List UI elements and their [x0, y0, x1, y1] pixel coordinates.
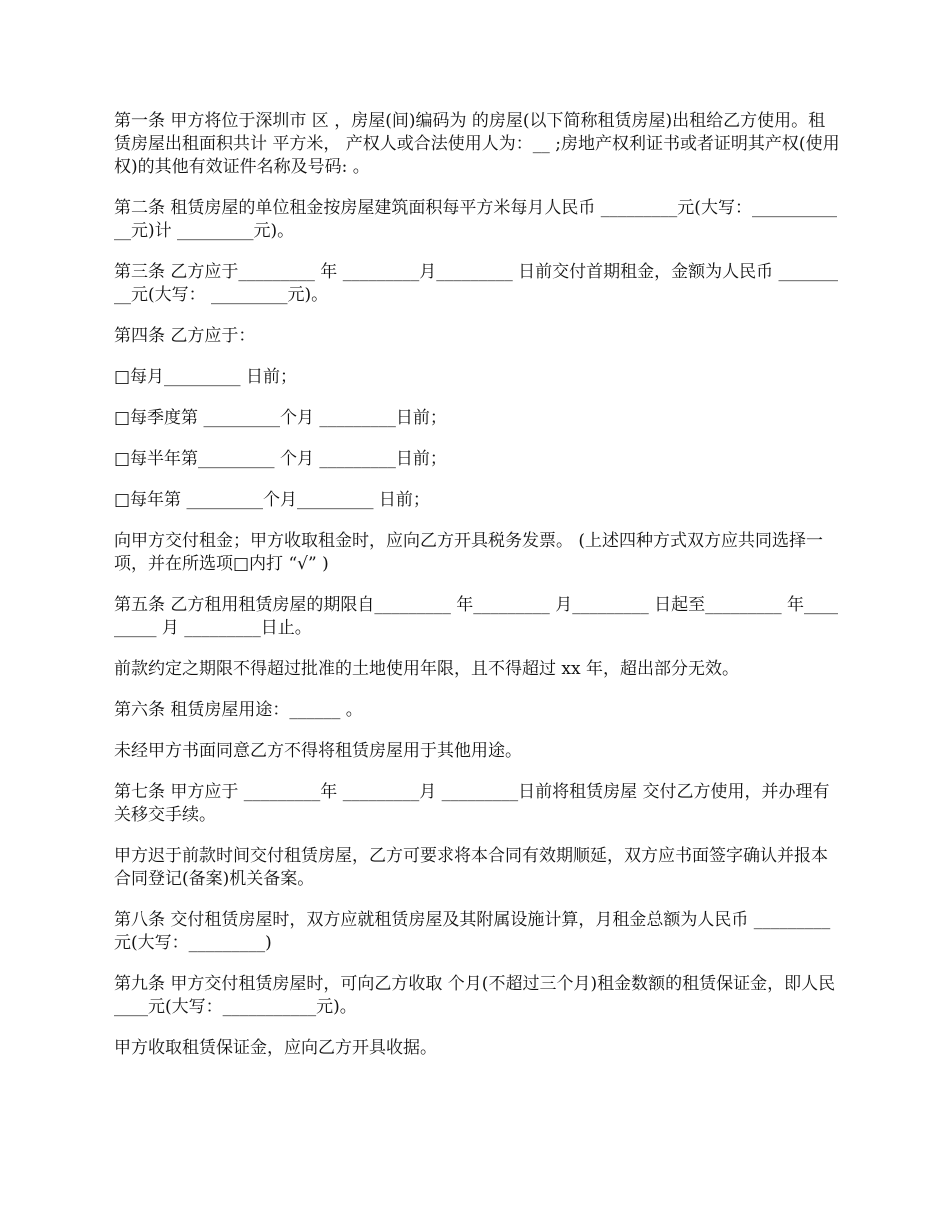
option-half-yearly: □每半年第_________ 个月 _________日前；: [114, 449, 447, 469]
option-monthly: □每月_________ 日前；: [114, 367, 297, 387]
option-quarterly: □每季度第 _________个月 _________日前；: [114, 408, 447, 428]
article-4-paragraph: 第四条 乙方应于：: [114, 326, 256, 346]
article-1-paragraph: 第一条 甲方将位于深圳市 区 ，房屋(间)编码为 的房屋(以下简称租赁房屋)出租给乙方使用。租赁房屋出租面积共计 平方米， 产权人或合法使用人为：__ ;房地产权利证书或者证明其产权(使用权)的其他有效证件名称及号码: 。: [114, 111, 840, 177]
article-2-paragraph: 第二条 租赁房屋的单位租金按房屋建筑面积每平方米每月人民币 _________元(大写：____________元)计 _________元)。: [114, 198, 837, 241]
article-7-paragraph: 第七条 甲方应于 _________年 _________月 _________日前将租赁房屋 交付乙方使用，并办理有关移交手续。: [114, 782, 830, 825]
payment-note-paragraph: 向甲方交付租金；甲方收取租金时，应向乙方开具税务发票。 (上述四种方式双方应共同选择一项，并在所选项□内打 “√” ): [114, 531, 824, 574]
deposit-receipt-paragraph: 甲方收取租赁保证金，应向乙方开具收据。: [114, 1038, 437, 1058]
article-5-paragraph: 第五条 乙方租用租赁房屋的期限自_________ 年_________ 月_________ 日起至_________ 年_________ 月 _________日止。: [114, 595, 839, 638]
late-delivery-paragraph: 甲方迟于前款时间交付租赁房屋，乙方可要求将本合同有效期顺延，双方应书面签字确认并报本合同登记(备案)机关备案。: [114, 846, 828, 889]
option-yearly: □每年第 _________个月_________ 日前；: [114, 490, 430, 510]
document-body: [114, 110, 842, 1078]
article-6-paragraph: 第六条 租赁房屋用途：______ 。: [114, 700, 363, 720]
article-9-paragraph: 第九条 甲方交付租赁房屋时，可向乙方收取 个月(不超过三个月)租金数额的租赁保证金，即人民____元(大写：___________元)。: [114, 974, 836, 1017]
term-limit-paragraph: 前款约定之期限不得超过批准的土地使用年限，且不得超过 xx 年，超出部分无效。: [114, 659, 739, 679]
usage-restriction-paragraph: 未经甲方书面同意乙方不得将租赁房屋用于其他用途。: [114, 741, 522, 761]
article-8-paragraph: 第八条 交付租赁房屋时，双方应就租赁房屋及其附属设施计算，月租金总额为人民币 _________元(大写：_________): [114, 910, 831, 953]
article-3-paragraph: 第三条 乙方应于_________ 年 _________月_________ 日前交付首期租金，金额为人民币 _________元(大写： _________元)。: [114, 262, 839, 305]
